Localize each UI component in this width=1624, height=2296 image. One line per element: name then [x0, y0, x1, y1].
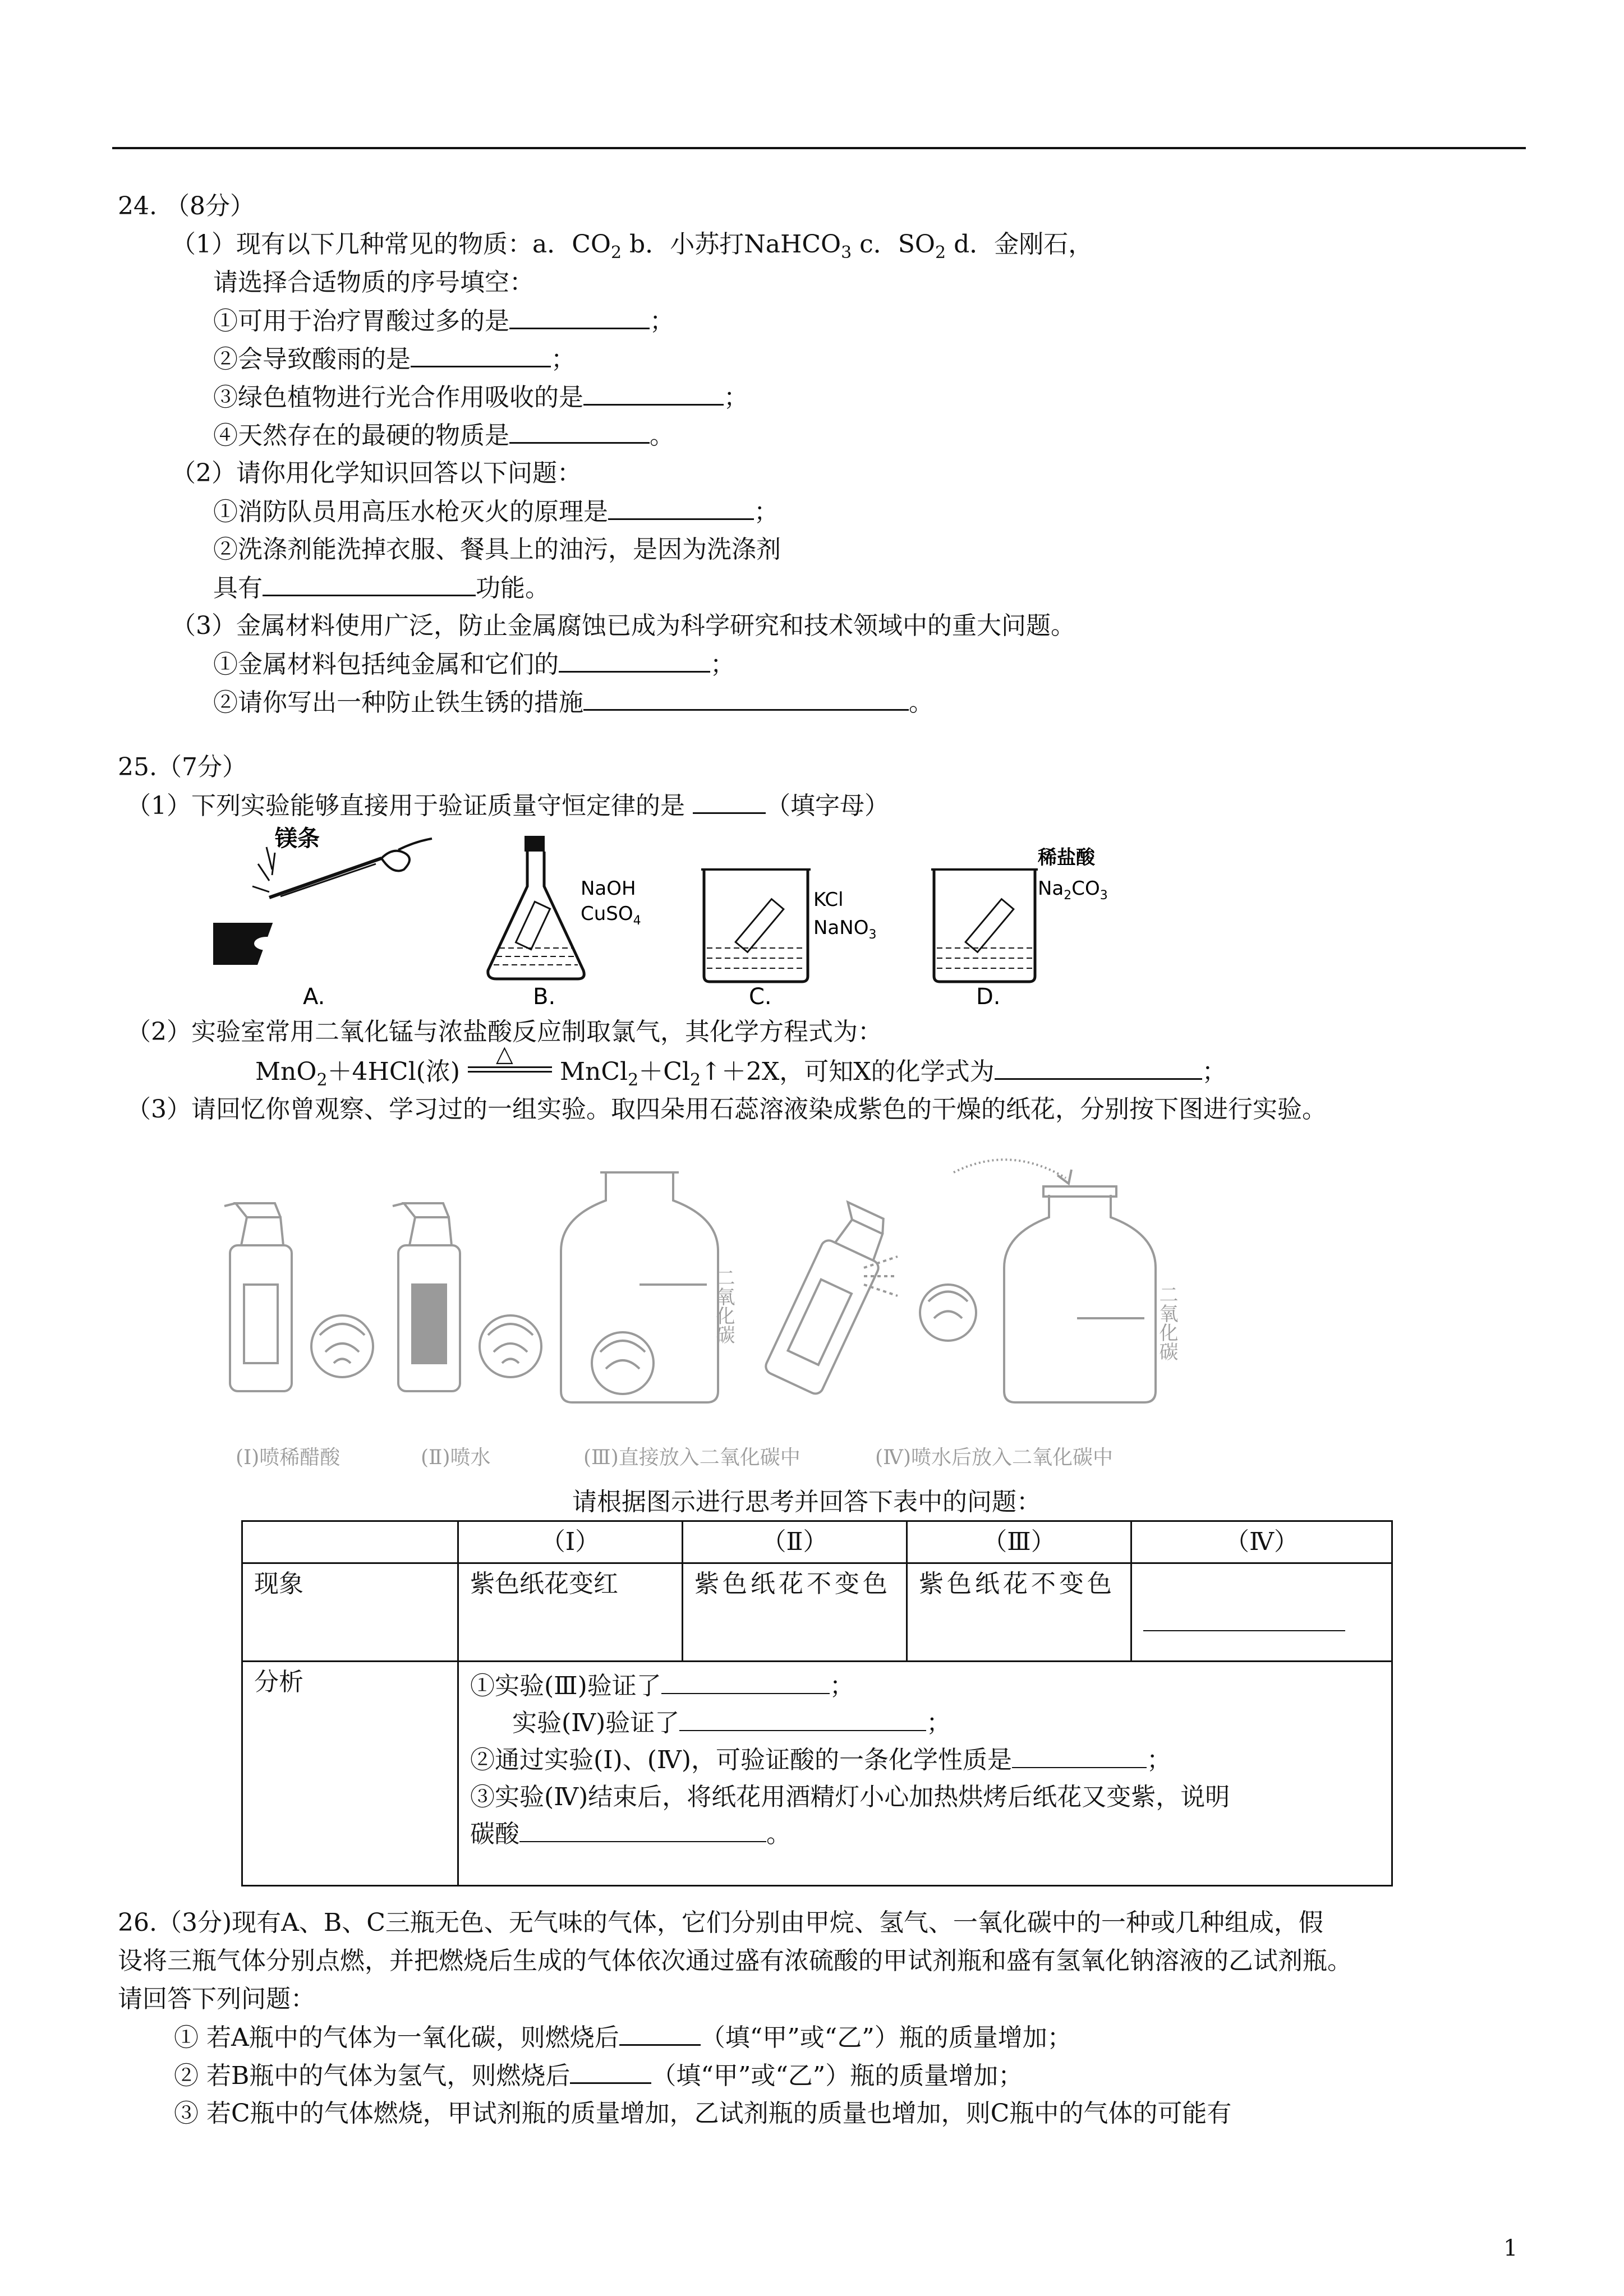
- page-number: 1: [1503, 2235, 1518, 2261]
- q24-part3-item-2: ②请你写出一种防止铁生锈的措施 。: [213, 687, 933, 719]
- answer-blank[interactable]: [693, 790, 766, 814]
- spray-bottle-4-icon: [763, 1200, 899, 1396]
- table-cell: 紫色纸花不变色: [683, 1563, 907, 1662]
- gas-jar-4-icon: [1004, 1186, 1156, 1402]
- paper-flower-1-icon: [311, 1315, 373, 1377]
- nano3-label: NaNO$_3$: [813, 917, 877, 942]
- experiment-b-illustration: [488, 836, 641, 1010]
- answer-blank[interactable]: [619, 2022, 701, 2046]
- q24-part3-item-1: ①金属材料包括纯金属和它们的 ；: [213, 648, 735, 680]
- table-cell: 紫色纸花不变色: [907, 1563, 1131, 1662]
- magnesium-label: 镁条: [275, 826, 320, 852]
- table-header-cell: （Ⅱ）: [683, 1521, 907, 1563]
- option-a-caption: A.: [303, 984, 325, 1010]
- table-header-cell: （Ⅲ）: [907, 1521, 1131, 1563]
- q24-part1-intro: （1）现有以下几种常见的物质：a．$CO_2$ b．小苏打NaHCO$_3$ c．$SO_2$ d．金刚石，: [171, 230, 1093, 263]
- analysis-cell: [458, 1662, 1392, 1886]
- q25-header: 25.（7分）: [118, 753, 247, 781]
- table-row-phenomenon: [242, 1563, 1392, 1662]
- q24-item-4: ④天然存在的最硬的物质是 。: [213, 420, 674, 452]
- experiment-c-illustration: [701, 869, 876, 1010]
- answer-blank[interactable]: [608, 496, 754, 520]
- spray-bottle-1-icon: [224, 1203, 292, 1391]
- naoh-label: NaOH: [581, 877, 636, 900]
- row-label: 现象: [242, 1563, 458, 1662]
- caption-2: (Ⅱ)喷水: [421, 1446, 491, 1469]
- spray-bottle-2-icon: [393, 1203, 460, 1391]
- q24-item-2: ②会导致酸雨的是 ；: [213, 343, 576, 375]
- answer-blank[interactable]: [679, 1708, 926, 1731]
- q26-line-3: 请回答下列问题：: [118, 1985, 315, 2013]
- answer-blank[interactable]: [509, 305, 650, 329]
- caption-4: (Ⅳ)喷水后放入二氧化碳中: [875, 1446, 1114, 1469]
- answer-blank[interactable]: [519, 1819, 766, 1842]
- table-cell: 紫色纸花变红: [458, 1563, 683, 1662]
- q25-part2: （2）实验室常用二氧化锰与浓盐酸反应制取氯气，其化学方程式为：: [126, 1018, 882, 1046]
- experiment-d-illustration: [931, 846, 1108, 1010]
- paper-flower-figure: [213, 1150, 1307, 1475]
- q25-part3: （3）请回忆你曾观察、学习过的一组实验。取四朵用石蕊溶液染成紫色的干燥的纸花，分别按下图进行实验。: [126, 1095, 1327, 1124]
- mass-conservation-figure: [213, 825, 1167, 1010]
- answer-blank[interactable]: [583, 381, 724, 406]
- na2co3-label: $Na_2CO_3$: [1038, 877, 1108, 903]
- answer-blank[interactable]: [559, 648, 710, 673]
- chlorine-equation: MnO$_2$＋4HCl(浓) △ $MnCl_2+Cl_2↑+2X$，可知X的化学式为 ；: [255, 1041, 1227, 1090]
- analysis-line-2: 实验(Ⅳ)验证了 ；: [512, 1709, 951, 1737]
- answer-blank[interactable]: [1012, 1745, 1147, 1768]
- option-b-caption: B.: [533, 984, 556, 1010]
- caption-1: (Ⅰ)喷稀醋酸: [236, 1446, 341, 1469]
- caption-3: (Ⅲ)直接放入二氧化碳中: [583, 1446, 801, 1469]
- answer-blank[interactable]: [509, 420, 650, 444]
- q26-line-1: 26.（3分)现有A、B、C三瓶无色、无气味的气体，它们分别由甲烷、氢气、一氧化碳中的一种或几种组成，假: [118, 1908, 1323, 1937]
- answer-blank[interactable]: [411, 343, 551, 367]
- q25-part1: （1）下列实验能够直接用于验证质量守恒定律的是 （填字母）: [126, 790, 889, 822]
- gas-text-4: 二氧化碳: [1156, 1285, 1178, 1361]
- option-d-caption: D.: [976, 984, 1001, 1010]
- experiment-table: [241, 1520, 1393, 1887]
- q24-item-3: ③绿色植物进行光合作用吸收的是 ；: [213, 381, 748, 413]
- table-header-row: [242, 1521, 1392, 1563]
- q24-part2-item-2: ②洗涤剂能洗掉衣服、餐具上的油污，是因为洗涤剂: [213, 535, 781, 564]
- q26-line-2: 设将三瓶气体分别点燃，并把燃烧后生成的气体依次通过盛有浓硫酸的甲试剂瓶和盛有氢氧化钠溶液的乙试剂瓶。: [118, 1947, 1352, 1975]
- q24-part2-intro: （2）请你用化学知识回答以下问题：: [171, 459, 582, 487]
- dilute-hcl-label: 稀盐酸: [1038, 846, 1095, 869]
- experiment-a-illustration: [213, 826, 432, 1010]
- table-header-cell: （Ⅰ）: [458, 1521, 683, 1563]
- header-rule: [112, 147, 1526, 149]
- q26-item-3: ③ 若C瓶中的气体燃烧，甲试剂瓶的质量增加，乙试剂瓶的质量也增加，则C瓶中的气体的可能有: [174, 2099, 1232, 2128]
- answer-blank[interactable]: [263, 572, 476, 596]
- table-cell-blank: [1131, 1563, 1392, 1662]
- table-row-analysis: [242, 1662, 1392, 1886]
- table-header-cell: （Ⅳ）: [1131, 1521, 1392, 1563]
- answer-blank[interactable]: [570, 2060, 651, 2084]
- option-c-caption: C.: [749, 984, 772, 1010]
- q26-item-1: ① 若A瓶中的气体为一氧化碳，则燃烧后 （填“甲”或“乙”）瓶的质量增加；: [174, 2022, 1072, 2054]
- q24-part1-instruction: 请选择合适物质的序号填空：: [213, 268, 534, 297]
- table-header-cell: [242, 1521, 458, 1563]
- co2-label-4: [1156, 1285, 1178, 1361]
- curved-arrow-icon: [954, 1159, 1066, 1178]
- analysis-line-5: 碳酸 。: [470, 1820, 791, 1848]
- gas-jar-3-icon: [561, 1172, 718, 1402]
- co2-label-3: [712, 1268, 735, 1344]
- analysis-line-3: ②通过实验(Ⅰ)、(Ⅳ)，可验证酸的一条化学性质是 ；: [470, 1746, 1172, 1774]
- answer-blank[interactable]: [1143, 1608, 1345, 1631]
- table-intro: 请根据图示进行思考并回答下表中的问题：: [572, 1488, 1041, 1516]
- row-label: 分析: [242, 1662, 458, 1886]
- kcl-label: KCl: [813, 889, 844, 911]
- q24-part3-intro: （3）金属材料使用广泛，防止金属腐蚀已成为科学研究和技术领域中的重大问题。: [171, 611, 1075, 640]
- analysis-line-4: ③实验(Ⅳ)结束后，将纸花用酒精灯小心加热烘烤后纸花又变紫，说明: [470, 1783, 1230, 1811]
- q24-item-1: ①可用于治疗胃酸过多的是 ；: [213, 305, 674, 337]
- analysis-line-1: ①实验(Ⅲ)验证了 ；: [470, 1672, 854, 1700]
- answer-blank[interactable]: [583, 687, 909, 711]
- cuso4-label: CuSO$_4$: [581, 903, 641, 928]
- answer-blank[interactable]: [995, 1056, 1202, 1080]
- paper-flower-4-icon: [920, 1285, 976, 1341]
- arrow-head-icon: [1057, 1170, 1071, 1184]
- q24-header: 24. （8分）: [118, 192, 255, 220]
- heating-condition: △: [468, 1057, 552, 1080]
- q24-part2-item-2b: 具有 功能。: [213, 572, 550, 604]
- q26-item-2: ② 若B瓶中的气体为氢气，则燃烧后 （填“甲”或“乙”）瓶的质量增加；: [174, 2060, 1023, 2092]
- q24-part2-item-1: ①消防队员用高压水枪灭火的原理是 ；: [213, 496, 779, 528]
- paper-flower-2-icon: [480, 1315, 541, 1377]
- answer-blank[interactable]: [661, 1671, 830, 1694]
- gas-text-3: 二氧化碳: [712, 1268, 735, 1344]
